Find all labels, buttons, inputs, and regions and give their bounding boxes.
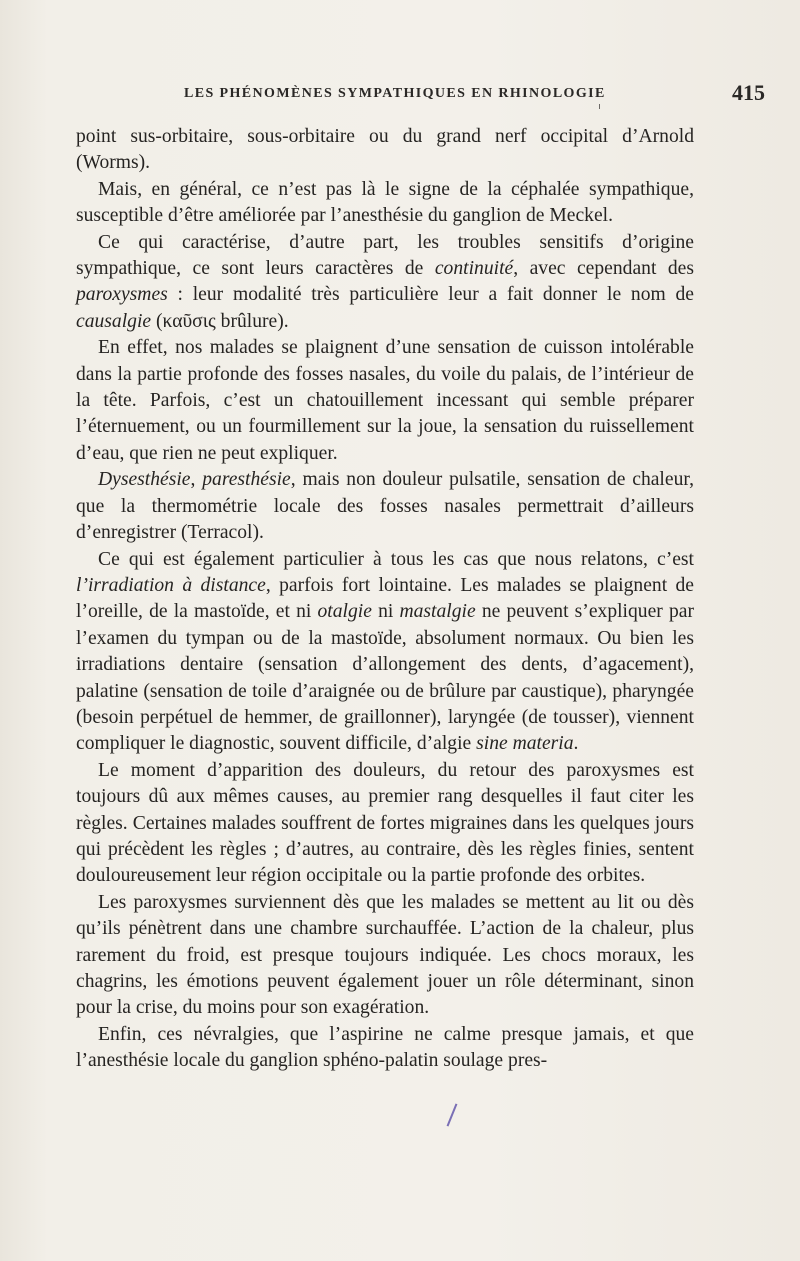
italic-term: paresthésie [202, 469, 291, 491]
body-text [76, 124, 694, 1075]
text-run: , mais non douleur pulsatile, sensation de chaleur, que la thermométrie locale des fosses nasales permettrait d’ailleurs d’enregistrer (Terracol). [76, 469, 695, 544]
paragraph [76, 758, 694, 890]
italic-term: otalgie [317, 601, 372, 623]
text-run: (καῦσις brûlure). [151, 310, 289, 332]
text-run: . [573, 733, 579, 755]
text-run: Ce qui est également particulier à tous les cas que nous relatons, c’est [98, 548, 694, 570]
text-run: Le moment d’apparition des douleurs, du retour des paroxysmes est toujours dû aux mêmes causes, au premier rang desquelles il faut citer les règles. Certaines malades souffrent de fortes migraines dans les quelques jours qui précèdent les règles ; d’autres, au contraire, dès les règles finies, sentent douloureusement leur région occipitale ou la partie profonde des orbites. [76, 759, 694, 887]
paragraph [76, 890, 694, 1022]
text-run: Mais, en général, ce n’est pas là le signe de la céphalée sympathique, susceptible d’être améliorée par l’anesthésie du ganglion de Meckel. [76, 178, 694, 227]
page-number: 415 [732, 80, 765, 105]
text-run: point sus-orbitaire, sous-orbitaire ou du grand nerf occipital d’Arnold (Worms). [76, 126, 694, 174]
text-run: : leur modalité très particulière leur a fait donner le nom de [167, 284, 694, 306]
italic-term: l’irradiation à distance [76, 574, 266, 596]
running-header: LES PHÉNOMÈNES SYMPATHIQUES EN RHINOLOGIE [184, 86, 606, 101]
italic-term: continuité [434, 258, 514, 280]
scan-mark [599, 104, 600, 109]
italic-term: mastalgie [399, 601, 476, 623]
paragraph [76, 1022, 694, 1075]
italic-term: Dysesthésie [98, 469, 191, 491]
text-run: , parfois fort lointaine. Les malades se plaignent de l’oreille, de la mastoïde, et ni [76, 574, 694, 623]
paragraph [76, 124, 694, 177]
paragraph [76, 547, 694, 758]
text-run: Les paroxysmes surviennent dès que les malades se mettent au lit ou dès qu’ils pénètrent dans une chambre surchauffée. L’action de la chaleur, plus rarement du froid, est presque toujours indiquée. Les chocs moraux, les chagrins, les émotions peuvent également jouer un rôle déterminant, sinon pour la crise, du moins pour son exagération. [76, 891, 694, 1019]
text-run: ni [371, 601, 400, 623]
text-run: Ce qui caractérise, d’autre part, les troubles sensitifs d’origine sympathique, ce sont leurs caractères de [76, 231, 694, 280]
paragraph [76, 335, 694, 467]
text-run: , avec cependant des [513, 258, 694, 280]
paragraph [76, 467, 694, 546]
text-run: En effet, nos malades se plaignent d’une sensation de cuisson intolérable dans la partie profonde des fosses nasales, du voile du palais, de l’intérieur de la tête. Parfois, c’est un chatouillement incessant qui semble préparer l’éternuement, ou un fourmillement sur la joue, la sensation du ruissellement d’eau, que rien ne peut expliquer. [76, 337, 694, 464]
italic-term: paroxysmes [76, 284, 168, 306]
paragraph [76, 230, 694, 336]
text-run: Enfin, ces névralgies, que l’aspirine ne calme presque jamais, et que l’anesthésie locale du ganglion sphéno-palatin soulage pres- [76, 1023, 694, 1072]
italic-term: causalgie [76, 310, 152, 332]
italic-term: sine materia [476, 733, 574, 755]
text-run: , [190, 469, 203, 491]
text-run: ne peuvent s’expliquer par l’examen du tympan ou de la mastoïde, absolument normaux. Ou bien les irradiations dentaire (sensation d’allongement des dents, d’agacement), palatine (sensation de toile d’araignée ou de brûlure par caustique), pharyngée (besoin perpétuel de hemmer, de graillonner), laryngée (de tousser), viennent compliquer le diagnostic, souvent difficile, d’algie [76, 601, 694, 755]
paragraph [76, 177, 694, 230]
pen-mark [447, 1103, 458, 1126]
